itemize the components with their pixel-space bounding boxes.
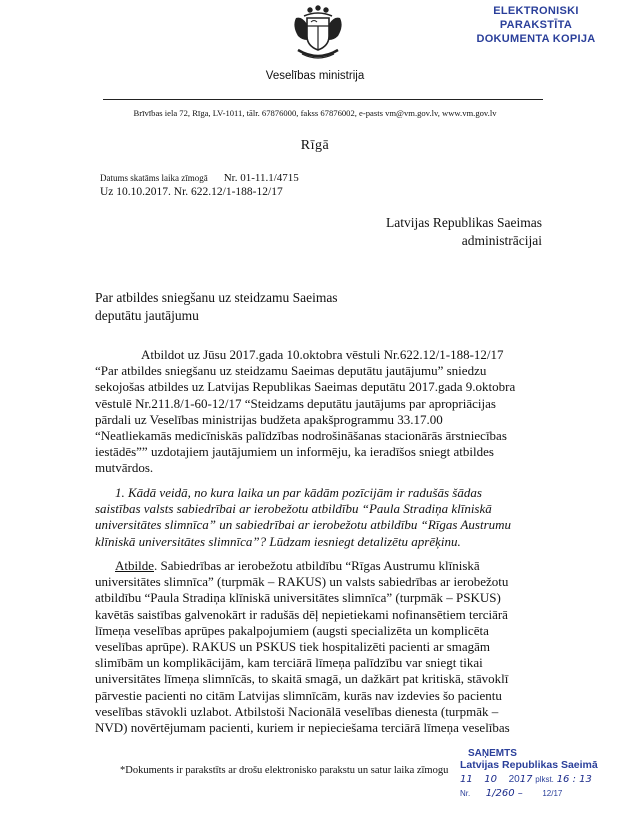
footnote: *Dokuments ir parakstīts ar drošu elektronisko parakstu un satur laika zīmogu [120,765,449,776]
subject-line2: deputātu jautājumu [95,308,199,323]
question-line: klīniskā universitātes slimnīca”? Lūdzam iesniegt detalizētu aprēķinu. [95,533,461,549]
date-label: Datums skatāms laika zīmogā [100,173,208,183]
reference-line: Uz 10.10.2017. Nr. 622.12/1-188-12/17 [100,186,283,198]
recipient-line1: Latvijas Republikas Saeimas [386,215,542,230]
answer-line: veselības aprūpe). RAKUS un PSKUS tiek hospitalizēti pacienti ar smagām [95,639,490,655]
stamp-month: 10 [484,774,498,785]
answer-line: universitātes līmeņa slimnīcās, to skaitā smagā, un dažkārt pat kritiskā, stāvoklī [95,671,509,687]
stamp-hour-label: plkst. [535,775,554,784]
answer-line: līmeņa veselības aprūpes pakalpojumiem (augsti specializēta un komplicēta [95,622,489,638]
stamp-org: Latvijas Republikas Saeimā [460,759,598,771]
answer-line: atbildību “Paula Stradiņa klīniskā universitātes slimnīca” (turpmāk – PSKUS) [95,590,501,606]
intro-paragraph [95,347,558,477]
paragraph-line: mutvārdos. [95,460,154,476]
answer-line: Atbilde. Sabiedrības ar ierobežotu atbildību “Rīgas Austrumu klīniskā [115,558,480,573]
answer-line: veselības stāvokli uzlabot. Atbilstoši Nacionālā veselības dienesta (turpmāk – [95,703,499,719]
question-paragraph [95,485,558,550]
recipient-line2: administrācijai [461,233,542,248]
question-line: saistības valsts sabiedrībai ar ierobežotu atbildību “Paula Stradiņa klīniskā [95,501,492,517]
stamp-time: 16 : 13 [556,774,592,785]
ministry-address: Brīvības iela 72, Rīga, LV-1011, tālr. 67876000, fakss 67876002, e-pasts vm@vm.gov.lv, www.vm.gov.lv [133,108,497,118]
answer-line: NVD) novērtējumam pacienti, kuriem ir nepieciešama terciārā līmeņa veselības [95,720,510,736]
answer-line: pārvestie pacienti no citām Latvijas slimnīcām, kurās nav izdevies šo pacientu [95,687,502,703]
stamp-year: 17 [519,774,533,785]
ministry-name: Veselības ministrija [265,70,365,82]
paragraph-line: Atbildot uz Jūsu 2017.gada 10.oktobra vēstuli Nr.622.12/1-188-12/17 [141,347,504,362]
stamp-top-line2: DOKUMENTA KOPIJA [476,33,596,45]
date-line [100,172,299,184]
paragraph-line: “Par atbildes sniegšanu uz steidzamu Saeimas deputātu jautājumu” sniedzu [95,363,487,379]
answer-line: universitātes slimnīca” (turpmāk – RAKUS) un valsts sabiedrības ar ierobežotu [95,574,509,590]
paragraph-line: pārdali uz Veselības ministrijas budžeta apakšprogrammu 33.17.00 [95,411,443,427]
stamp-nr-label: Nr. [460,789,471,798]
stamp-number-row [460,788,620,799]
answer-paragraph [95,558,558,736]
question-line: 1. Kādā veidā, no kura laika un par kādām pozīcijām ir radušās šādas [115,485,482,500]
document-number: Nr. 01-11.1/4715 [223,172,299,184]
answer-line: slimībām un komplikācijām, kam terciārā līmeņa palīdzību var sniegt tikai [95,655,483,671]
electronic-copy-stamp [456,4,616,46]
received-stamp [460,748,620,799]
header-divider [103,99,543,100]
stamp-title: SAŅEMTS [468,748,517,759]
stamp-top-line1: ELEKTRONISKI PARAKSTĪTA [493,5,579,31]
city: Rīgā [300,138,330,153]
stamp-nr: 1/260 – [485,788,523,799]
answer-line: kavētās saistības galvenokārt ir radušās dēļ nepietiekami nofinansētiem terciārā [95,606,508,622]
stamp-date-row [460,774,620,785]
paragraph-line: iestādēs”” uzdotajiem jautājumiem un informēju, ka ieradīšos sniegt atbildes [95,444,494,460]
answer-label: Atbilde [115,558,154,573]
stamp-year-prefix: 20 [508,774,520,785]
coat-of-arms-icon [288,4,348,62]
stamp-nr-suffix: 12/17 [542,789,563,798]
paragraph-line: “Neatliekamās medicīniskās palīdzības nodrošināšanas stacionārās ārstniecības [95,428,507,444]
paragraph-line: vēstulē Nr.211.8/1-60-12/17 “Steidzams deputātu jautājums par apropriācijas [95,395,496,411]
paragraph-line: sekojošas atbildes uz Latvijas Republikas Saeimas deputātu 2017.gada 9.oktobra [95,379,516,395]
question-line: universitātes slimnīca” un sabiedrībai ar ierobežotu atbildību “Rīgas Austrumu [95,517,512,533]
stamp-day: 11 [460,774,473,785]
subject-line1: Par atbildes sniegšanu uz steidzamu Saeimas [95,290,338,305]
